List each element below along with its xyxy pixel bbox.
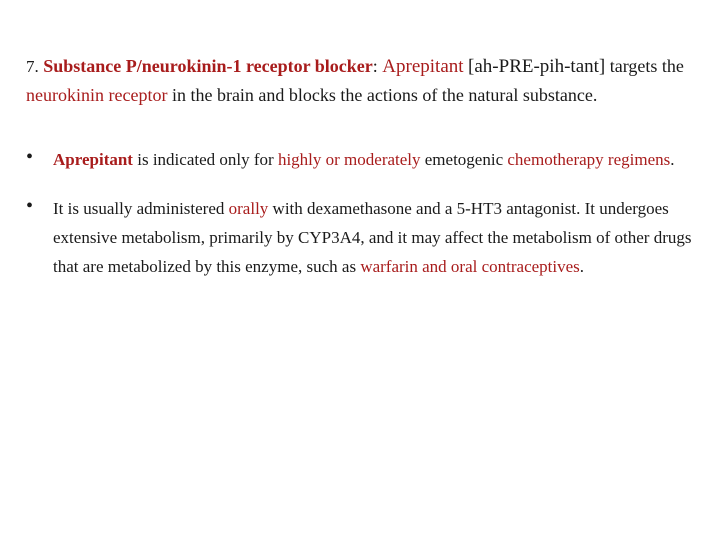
section-title: Substance P/neurokinin-1 receptor blocker: [43, 56, 373, 76]
drug-name: Aprepitant: [382, 56, 464, 77]
bullet-text: is indicated only for: [137, 150, 274, 169]
intro-text-1: targets the: [609, 56, 684, 76]
bullet-marker: •: [26, 146, 34, 168]
bullet-drug-name: Aprepitant: [53, 150, 133, 169]
list-item: [26, 145, 696, 174]
title-colon: :: [372, 56, 378, 76]
bullet-term: warfarin and oral contraceptives: [360, 257, 580, 276]
bullet-text: emetogenic: [424, 150, 504, 169]
intro-paragraph: [26, 52, 686, 110]
bullet-text: It is usually administered: [53, 199, 225, 218]
bullet-marker: •: [26, 195, 34, 217]
bullet-text: .: [579, 257, 585, 276]
bullet-term: chemotherapy regimens: [507, 150, 671, 169]
pronunciation: [ah-PRE-pih-tant]: [468, 56, 606, 77]
list-item: [26, 194, 696, 281]
bullet-text: with dexamethasone and a 5-HT3 antagonist. It undergoes extensive metabolism, primarily by CYP3A4, and it may affect the metabolism of other drugs that are metabolized by this enzyme, such as: [53, 199, 692, 276]
bullet-text: .: [670, 150, 675, 169]
item-number: 7.: [26, 57, 39, 76]
bullet-list: [26, 145, 696, 289]
intro-text-2: in the brain and blocks the actions of the natural substance.: [171, 85, 598, 105]
bullet-term: highly or moderately: [277, 150, 421, 169]
bullet-term: orally: [228, 199, 269, 218]
intro-term-receptor: neurokinin receptor: [26, 85, 168, 105]
